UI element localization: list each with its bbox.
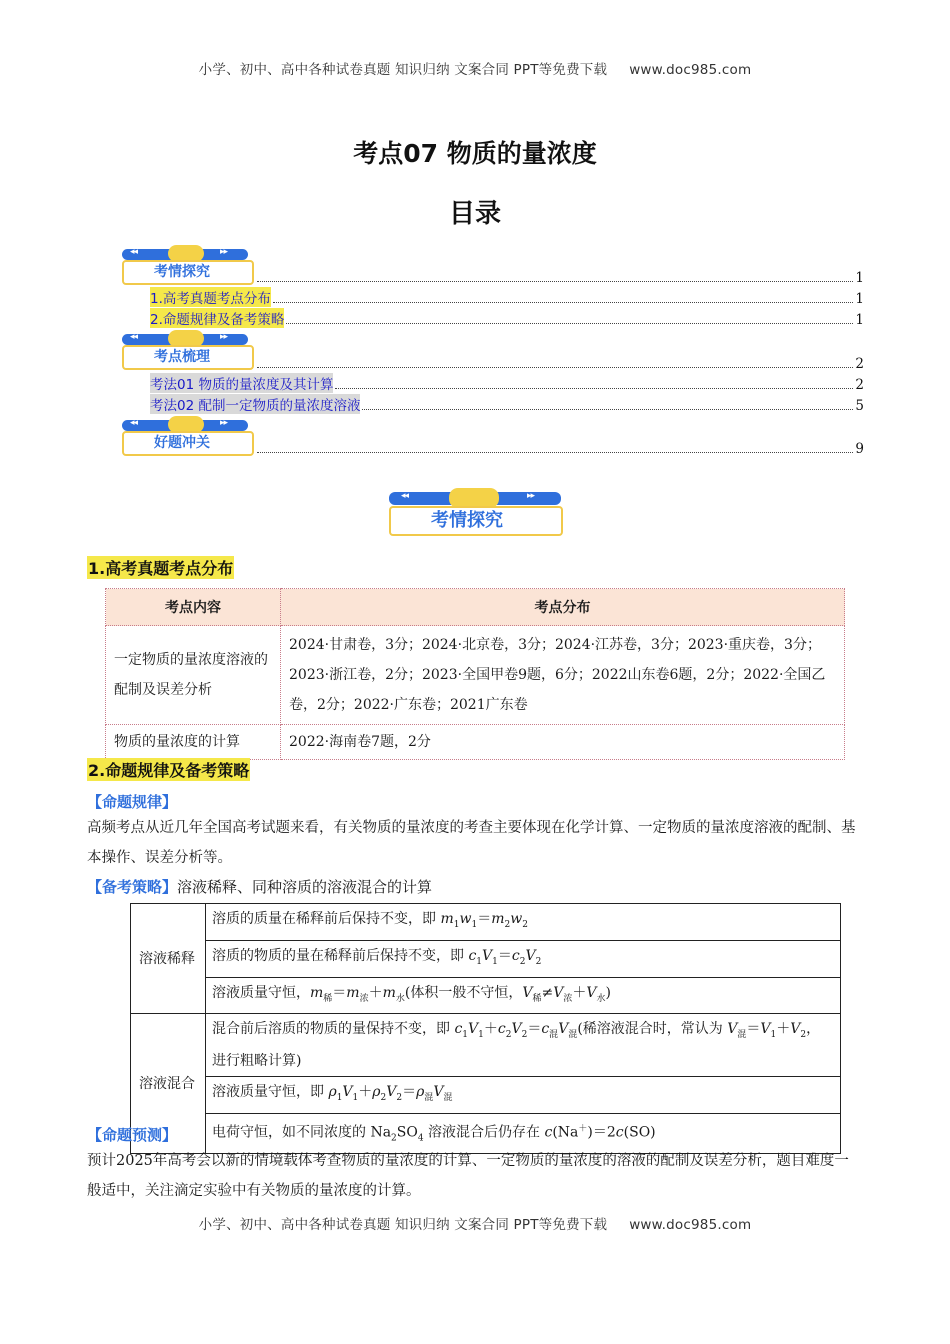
toc-row-item[interactable] [150, 396, 864, 414]
table-row [131, 940, 841, 977]
toc-leader [257, 366, 853, 368]
table-row [131, 1077, 841, 1114]
toc-leader [362, 408, 853, 410]
formula-cell: 溶液质量守恒，$m_稀=m_浓+m_水$(体积一般不守恒，$V_稀\ne V_浓+V_水$) [206, 977, 841, 1014]
footer-text: 小学、初中、高中各种试卷真题 知识归纳 文案合同 PPT等免费下载 [198, 1217, 608, 1233]
toc-leader [257, 280, 853, 282]
footer-site-link[interactable]: www.doc985.com [629, 1217, 752, 1233]
toc-item-label: 考法01 物质的量浓度及其计算 [150, 373, 333, 393]
strategy-line [87, 876, 432, 897]
page-title: 考点07 物质的量浓度 [353, 139, 597, 168]
toc-title: 目录 [448, 199, 501, 229]
arrow-right-icon: ▸▸ [527, 491, 535, 501]
toc-row-item[interactable] [150, 375, 864, 393]
toc-leader [273, 301, 854, 303]
arrow-right-icon: ▸▸ [220, 247, 228, 257]
group-label-mix: 溶液混合 [131, 1014, 206, 1154]
table-row [106, 725, 845, 760]
toc-row-item[interactable] [150, 289, 864, 307]
table-row [131, 904, 841, 941]
table-row [131, 977, 841, 1014]
formula-cell: 溶液质量守恒，即 $\rho_1V_1+\rho_2V_2=\rho_混V_混$ [206, 1077, 841, 1114]
predict-paragraph: 预计2025年高考会以新的情境载体考查物质的量浓度的计算、一定物质的量浓度的溶液的配制及误差分析，题目难度一般适中，关注滴定实验中有关物质的量浓度的计算。 [87, 1153, 849, 1199]
page-header [0, 58, 950, 78]
toc-page: 2 [855, 356, 864, 372]
toc-leader [257, 451, 853, 453]
table-cell-topic: 一定物质的量浓度溶液的配制及误差分析 [106, 626, 281, 725]
arrow-right-icon: ▸▸ [220, 418, 228, 428]
section-heading-2: 2.命题规律及备考策略 [87, 758, 250, 781]
header-site-link[interactable]: www.doc985.com [629, 62, 752, 78]
group-label-dilute: 溶液稀释 [131, 904, 206, 1014]
arrow-right-icon: ▸▸ [220, 332, 228, 342]
ribbon-knob [449, 488, 499, 508]
section-heading-1: 1.高考真题考点分布 [87, 556, 234, 579]
toc-page: 5 [855, 398, 864, 414]
strategy-table [130, 903, 841, 1154]
page-footer [0, 1213, 950, 1233]
table-cell-dist: 2024·甘肃卷，3分；2024·北京卷，3分；2024·江苏卷，3分；2023·重庆卷，3分；2023·浙江卷，2分；2023·全国甲卷9题，6分；2022山东卷6题，2分；2022·全国乙卷，2分；2022·广东卷；2021广东卷 [281, 626, 845, 725]
rule-paragraph: 高频考点从近几年全国高考试题来看，有关物质的量浓度的考查主要体现在化学计算、一定物质的量浓度溶液的配制、基本操作、误差分析等。 [87, 820, 856, 866]
arrow-left-icon: ◂◂ [130, 418, 138, 428]
table-cell-topic: 物质的量浓度的计算 [106, 725, 281, 760]
toc-leader [286, 322, 853, 324]
table-header: 考点内容 [106, 589, 281, 626]
table-header-row [106, 589, 845, 626]
table-row [106, 626, 845, 725]
arrow-left-icon: ◂◂ [130, 247, 138, 257]
rule-label: 【命题规律】 [87, 793, 178, 811]
toc-page: 1 [855, 312, 864, 328]
table-row [131, 1014, 841, 1077]
toc-page: 2 [855, 377, 864, 393]
exam-distribution-table [105, 588, 845, 760]
toc-item-label: 考法02 配制一定物质的量浓度溶液 [150, 394, 360, 414]
strategy-label: 【备考策略】 [87, 878, 178, 896]
toc-page: 9 [855, 441, 864, 457]
section-badge-label: 考情探究 [389, 506, 563, 536]
toc-page: 1 [855, 291, 864, 307]
formula-cell: 溶质的物质的量在稀释前后保持不变，即 $c_1V_1=c_2V_2$ [206, 940, 841, 977]
toc-page: 1 [855, 270, 864, 286]
strategy-text: 溶液稀释、同种溶质的溶液混合的计算 [177, 878, 433, 896]
toc-row-section-3[interactable] [255, 439, 864, 457]
table-cell-dist: 2022·海南卷7题，2分 [281, 725, 845, 760]
formula-cell: 混合前后溶质的物质的量保持不变，即 $c_1V_1+c_2V_2=c_混V_混$(稀溶液混合时，常认为 $V_混=V_1+V_2$，进行粗略计算) [206, 1014, 841, 1077]
toc-row-item[interactable] [150, 310, 864, 328]
toc-row-section-1[interactable] [255, 268, 864, 286]
header-text: 小学、初中、高中各种试卷真题 知识归纳 文案合同 PPT等免费下载 [198, 62, 608, 78]
toc-row-section-2[interactable] [255, 354, 864, 372]
toc-badge-label: 考点梳理 [122, 345, 254, 370]
arrow-left-icon: ◂◂ [130, 332, 138, 342]
toc-leader [335, 387, 853, 389]
toc-badge-label: 考情探究 [122, 260, 254, 285]
predict-label: 【命题预测】 [87, 1126, 178, 1144]
formula-cell: 电荷守恒，如不同浓度的 $Na_2SO_4$ 溶液混合后仍存在 c(Na＋)＝2c(SO) [206, 1113, 841, 1153]
arrow-left-icon: ◂◂ [401, 491, 409, 501]
formula-cell: 溶质的质量在稀释前后保持不变，即 $m_1w_1=m_2w_2$ [206, 904, 841, 941]
toc-item-label: 1.高考真题考点分布 [150, 287, 271, 307]
toc-item-label: 2.命题规律及备考策略 [150, 308, 284, 328]
table-header: 考点分布 [281, 589, 845, 626]
toc-badge-label: 好题冲关 [122, 431, 254, 456]
